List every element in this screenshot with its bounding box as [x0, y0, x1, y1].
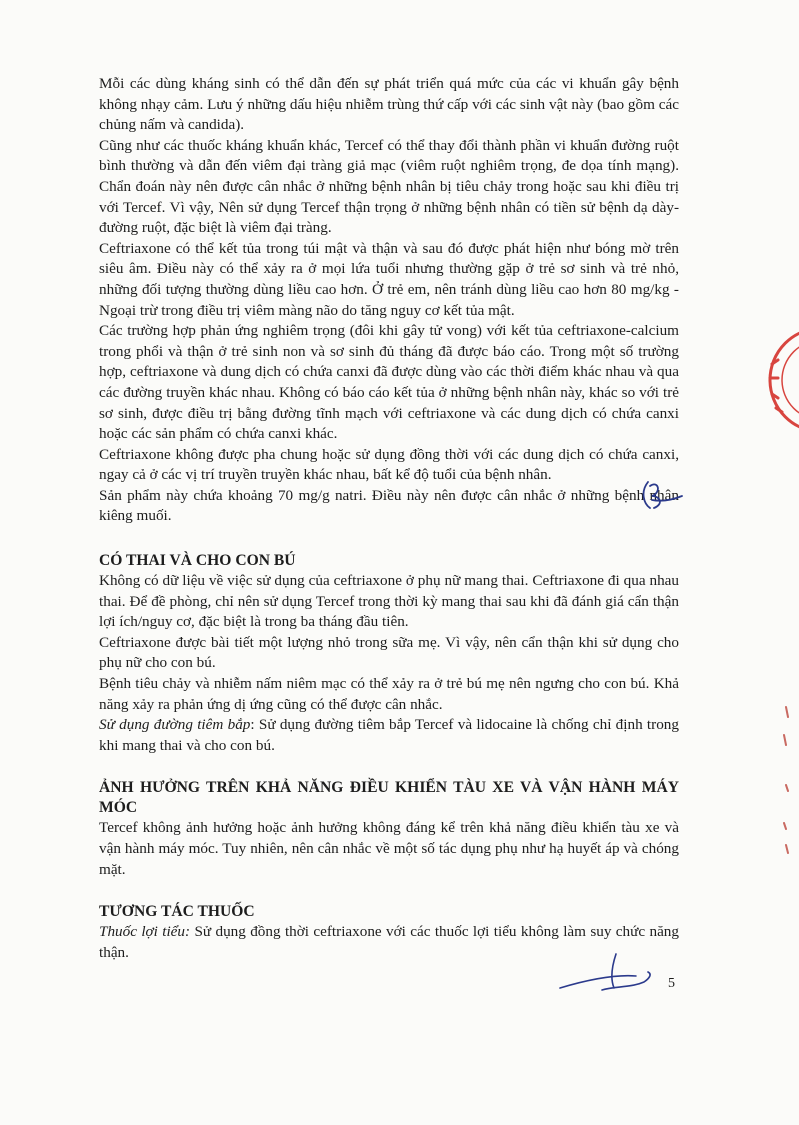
- heading-interactions: TƯƠNG TÁC THUỐC: [99, 903, 255, 921]
- intramuscular-text: : Sử dụng đường tiêm bắp Tercef và lidocaine là chống chỉ định trong khi mang thai và cho con bú.: [99, 716, 679, 754]
- paragraph-sodium-content: Sản phẩm này chứa khoảng 70 mg/g natri. Điều này nên được cân nhắc ở những bệnh nhân kiêng muối.: [99, 486, 679, 525]
- paragraph-driving: Tercef không ảnh hưởng hoặc ảnh hưởng không đáng kể trên khả năng điều khiển tàu xe và vận hành máy móc. Tuy nhiên, nên cân nhắc về một số tác dụng phụ như hạ huyết áp và chóng mặt.: [99, 819, 679, 878]
- paragraph-pregnancy-data: Không có dữ liệu về việc sử dụng của ceftriaxone ở phụ nữ mang thai. Ceftriaxone đi qua nhau thai. Để đề phòng, chỉ nên sử dụng Tercef trong thời kỳ mang thai sau khi đã đánh giá cẩn thận lợi ích/nguy cơ, đặc biệt là trong ba tháng đầu tiên.: [99, 572, 679, 631]
- paragraph-pseudomembranous-colitis: Cũng như các thuốc kháng khuẩn khác, Tercef có thể thay đổi thành phần vi khuẩn đường ruột bình thường và dẫn đến viêm đại tràng giả mạc (viêm ruột nghiêm trọng, đe dọa tính mạng). Chẩn đoán này nên được cân nhắc ở những bệnh nhân bị tiêu chảy trong hoặc sau khi điều trị với Tercef. Vì vậy, Nên sử dụng Tercef thận trọng ở những bệnh nhân có tiền sử bệnh dạ dày-đường ruột, đặc biệt là viêm đại tràng.: [99, 136, 679, 237]
- paragraph-infant-diarrhea: Bệnh tiêu chảy và nhiễm nấm niêm mạc có thể xảy ra ở trẻ bú mẹ nên ngưng cho con bú. Khả năng xảy ra phản ứng dị ứng cũng có thể được cân nhắc.: [99, 675, 679, 713]
- heading-pregnancy: CÓ THAI VÀ CHO CON BÚ: [99, 552, 296, 570]
- intramuscular-lead: Sử dụng đường tiêm bắp: [99, 716, 251, 734]
- edge-mark-icon: [776, 705, 796, 865]
- section-driving: [99, 778, 679, 880]
- stamp-icon: [758, 320, 799, 440]
- heading-driving: ẢNH HƯỞNG TRÊN KHẢ NĂNG ĐIỀU KHIỂN TÀU XE VÀ VẬN HÀNH MÁY MÓC: [99, 779, 679, 817]
- signature-icon: [636, 478, 686, 518]
- paragraph-superinfection: Mỗi các dùng kháng sinh có thể dẫn đến sự phát triển quá mức của các vi khuẩn gây bệnh không nhạy cảm. Lưu ý những dấu hiệu nhiễm trùng thứ cấp với các sinh vật này (bao gồm các chủng nấm và candida).: [99, 75, 679, 134]
- paragraph-calcium-precipitation: Các trường hợp phản ứng nghiêm trọng (đôi khi gây tử vong) với kết tủa ceftriaxone-calcium trong phổi và thận ở trẻ sinh non và sơ sinh đủ tháng đã được báo cáo. Trong một số trường hợp, ceftriaxone và dung dịch có chứa canxi đã được dùng vào các thời điểm khác nhau và qua các đường truyền khác nhau. Không có báo cáo kết tủa ở những bệnh nhân này, khác so với trẻ sơ sinh, được điều trị bằng đường tĩnh mạch với ceftriaxone và các dung dịch có chứa canxi hoặc các sản phẩm có chứa canxi khác.: [99, 322, 679, 443]
- paragraph-breast-milk: Ceftriaxone được bài tiết một lượng nhỏ trong sữa mẹ. Vì vậy, nên cẩn thận khi sử dụng cho phụ nữ cho con bú.: [99, 633, 679, 672]
- section-pregnancy: [99, 551, 679, 756]
- diuretics-lead: Thuốc lợi tiểu:: [99, 923, 191, 941]
- diuretics-text: Sử dụng đồng thời ceftriaxone với các thuốc lợi tiểu không làm suy chức năng thận.: [99, 923, 679, 961]
- page-number: 5: [668, 976, 675, 991]
- paragraph-gallbladder-precipitation: Ceftriaxone có thể kết tủa trong túi mật và thận và sau đó được phát hiện như bóng mờ trên siêu âm. Điều này có thể xảy ra ở mọi lứa tuổi nhưng thường gặp ở trẻ sơ sinh và trẻ nhỏ, những đối tượng thường dùng liều cao hơn. Ở trẻ em, nên tránh dùng liều cao hơn 80 mg/kg - Ngoại trừ trong điều trị viêm màng não do tăng nguy cơ kết tủa mật.: [99, 239, 679, 319]
- paragraph-intramuscular: [99, 715, 679, 756]
- document-body: [99, 74, 679, 963]
- paragraph-calcium-incompatibility: Ceftriaxone không được pha chung hoặc sử dụng đồng thời với các dung dịch có chứa canxi, ngay cả ở các vị trí truyền truyền khác nhau, bất kể độ tuổi của bệnh nhân.: [99, 445, 679, 484]
- signature-icon: [540, 948, 660, 998]
